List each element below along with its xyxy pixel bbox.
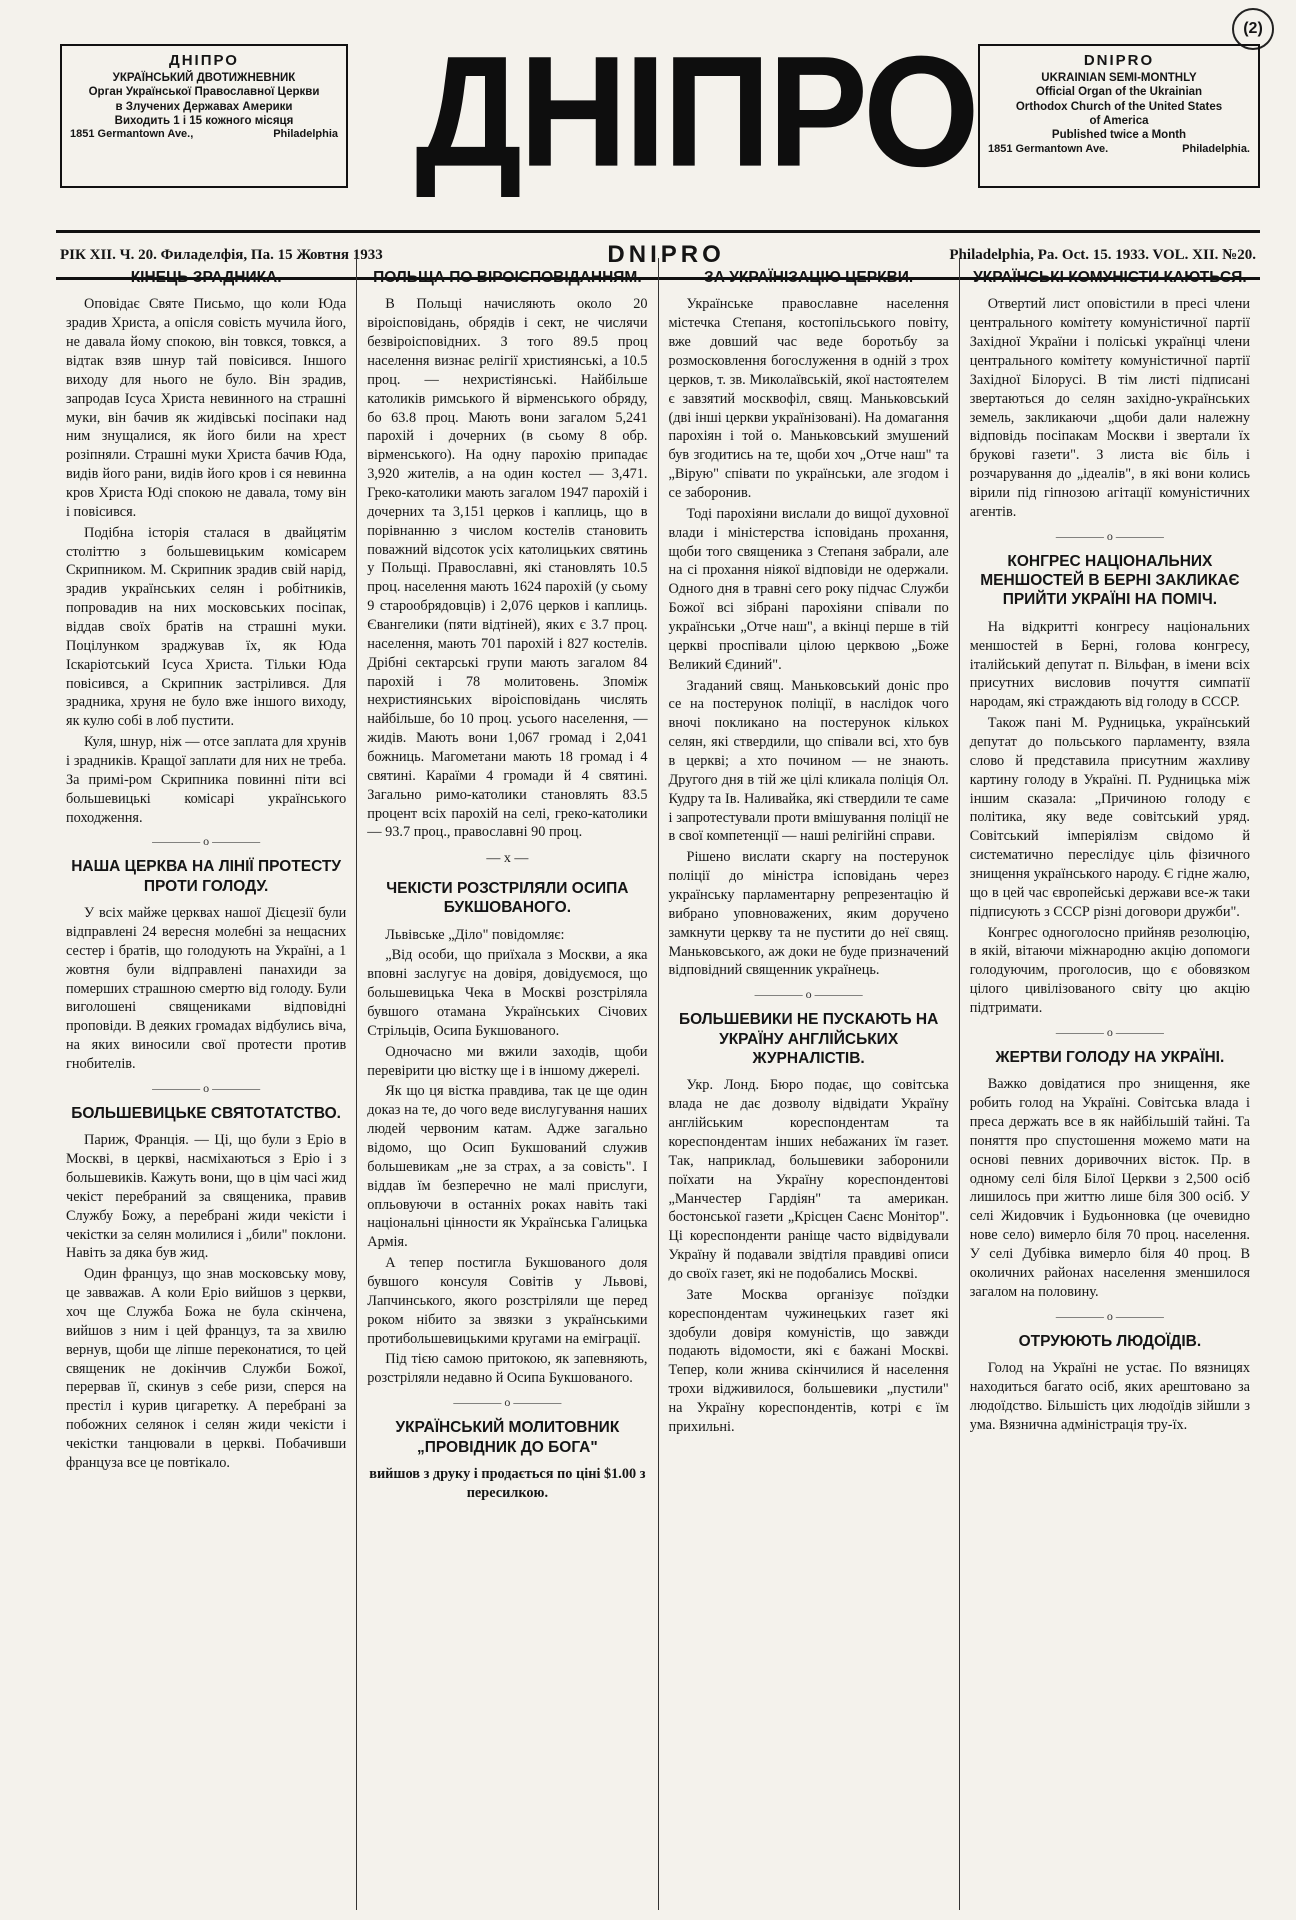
- right-box-line1: UKRAINIAN SEMI-MONTHLY: [1041, 71, 1197, 84]
- right-box-line2: Official Organ of the Ukrainian: [1035, 86, 1203, 99]
- article-paragraph: А тепер постигла Букшованого доля бувшого консуля Совітів у Львові, Лапчинського, якого розстріляли ще перед роком нібито за звязки з українськими протибольшевицькими кругами на еміграції.: [367, 1255, 648, 1347]
- article-paragraph: Голод на Україні не устає. По вязницях находиться багато осіб, яких арештовано за людоїдство. Більшість цих людоїдів зійшли з ума. Вязнична адміністрація тру-їх.: [969, 1359, 1250, 1433]
- article-headline: УКРАЇНСЬКІ КОМУНІСТИ КАЮТЬСЯ.: [973, 269, 1247, 286]
- column-1: [56, 258, 357, 1910]
- article-paragraph: Важко довідатися про знищення, яке робить голод на Україні. Совітська влада і преса держать все в як найбільшій тайні. Та поняття про спустошення можемо мати на основі певних доривочних вісток. Пр. в одному селі біля Білої Церкви з 2,500 осіб лишилось при життю лише біля 300 осіб. У селі Жидовчик і Будьонновка (це очевидно нове село) вимерло біля 70 проц. населення. У селі Дубівка вимерло біля 40 проц. В околичних районах населення зменшилося загалом на половину.: [969, 1076, 1250, 1300]
- article-chekists-shot: [367, 879, 647, 1388]
- article-paragraph: Одночасно ми вжили заходів, щоби перевірити цю вістку ще і в іншому джерелі.: [367, 1043, 648, 1079]
- article-sacrilege: [66, 1104, 346, 1473]
- article-paragraph: Зате Москва організує поїздки кореспондентам чужинецьких газет які здобули довіря комуністів, що завжди подають відомости, які є бажані Москві. Тепер, коли жнива скінчилися й населення трохи відживилося, большевики „пустили" на Україну кореспондентів, котрі є їм прихильні.: [668, 1286, 949, 1435]
- article-traitor-end: [66, 268, 346, 827]
- article-paragraph: Львівське „Діло" повідомляє:: [385, 926, 565, 943]
- article-poland-religions: [367, 268, 647, 842]
- separator: [970, 530, 1250, 542]
- article-paragraph: „Від особи, що приїхала з Москви, а яка вповні заслугує на довіря, довідуємося, що большевицька Чека в Москві розстріляла бувшого отамана Українських Січових Стрільців, Осипа Букшованого.: [367, 947, 648, 1039]
- left-box-line2: Орган Української Православної Церкви: [88, 86, 320, 99]
- article-headline: КІНЕЦЬ ЗРАДНИКА.: [130, 269, 282, 286]
- right-box-line5: Published twice a Month: [1051, 129, 1187, 142]
- right-box-address-street: 1851 Germantown Ave.: [988, 142, 1109, 155]
- column-3: [659, 258, 960, 1910]
- article-paragraph: Українське православне населення містечка Степаня, костопільського повіту, вже довший час веде боротьбу за розмосковлення богослуження в одній з трох церков, т. зв. Миколаївській, якої настоятелем є завзятий москвофіл, свящ. Маньковський (дві інші церкви українізовані). На домагання парохіян і той о. Маньковський змушений був згодитись на те, щоби хоч „Отче наш" та „Вірую" співати по українськи, але згодом і се заборонив.: [668, 296, 949, 501]
- masthead-left-box: [60, 44, 348, 188]
- left-box-line3: в Злучених Державах Америки: [115, 100, 293, 113]
- separator-x: — x —: [486, 851, 529, 867]
- article-paragraph: Париж, Франція. — Ці, що були з Еріо в Москві, в церкві, насміхаються з Еріо і з большевиків. Кажуть вони, що в цім часі жид чекіст перебраний за священика, правив Службу Божу, а перебрані жиди чекісти і чекістки за селян молилися і „били" поклони. Навіть за дяка був жид.: [66, 1132, 347, 1262]
- article-paragraph: В Польщі начисляють около 20 віроісповідань, обрядів і сект, не числячи безвіроісповідних. З того 89.5 проц населення визнає релігії християнські, а 10.5 проц. — нехристіянські. Найбільше католиків римського й вірменського обряду, бо 63.8 проц. Мають вони загалом 5,241 парохій і дочерних (в сьому 8 обр. вірменського). На одну парохію припадає 3,920 жителів, а на один костел — 3,471. Греко-католики мають загалом 1947 парохій і дочерних та 3,151 церков і каплиць, що в порівнанню з числом костелів становить поважний відсоток усіх католицьких святинь у Польщі. Православні, які становлять 10.5 проц. населення мають 1624 парохій (у сьому 9 старообрядовців) і 2,076 церков і каплиць. Євангелики (пяти відтіней), яких є 3.7 проц. населення, мають 701 парохій і 827 костелів. Дрібні сектарські групи мають загалом 84 парохій і 78 молитовень. Зпоміж нехристиянських віроісповідань числять найбільше, бо 10 проц. усього населення, — жидів. Мають вони 1,067 громад і 2,041 божниць. Магометани мають 18 громад і 4 святині. Караїми 4 громади й 4 святині. Загально римо-католики становлять 83.5 процент всіх парохій на селі, греко-католики — 93.7 проц., православні 90 проц.: [367, 296, 648, 841]
- article-headline: ПОЛЬЩА ПО ВІРОІСПОВІДАННЯМ.: [373, 269, 642, 286]
- separator: [367, 1396, 647, 1408]
- right-box-address-city: Philadelphia.: [1182, 142, 1250, 155]
- page-number-stamp: (2): [1232, 8, 1274, 50]
- article-headline: ЧЕКІСТИ РОЗСТРІЛЯЛИ ОСИПА БУКШОВАНОГО.: [386, 879, 629, 917]
- article-headline: НАША ЦЕРКВА НА ЛІНІЇ ПРОТЕСТУ ПРОТИ ГОЛОДУ.: [71, 858, 342, 895]
- article-paragraph: Як що ця вістка правдива, так це ще один доказ на те, до чого веде вислугування наших людей червоним катам. Адже загально відомо, що Осип Букшований служив большевикам „не за страх, а за совість". І віддав їм безперечно не малі прислуги, опльовуючи в останніх роках навіть такі національні цінности як Українська Галицька Армія.: [367, 1083, 648, 1251]
- right-box-line3: Orthodox Church of the United States: [1015, 100, 1223, 113]
- left-box-address-street: 1851 Germantown Ave.,: [70, 128, 194, 141]
- article-paragraph: Куля, шнур, ніж — отсе заплата для хрунів і зрадників. Кращої заплати для них не треба. За примі-ром Скрипника повинні піти всі большевицькі комісарі українського походження.: [66, 734, 347, 826]
- left-box-line1: УКРАЇНСЬКИЙ ДВОТИЖНЕВНИК: [112, 71, 296, 84]
- article-journalists-barred: [669, 1010, 949, 1436]
- article-church-protest: [66, 857, 346, 1073]
- left-box-address-city: Philadelphia: [273, 128, 338, 141]
- article-headline: ЗА УКРАЇНІЗАЦІЮ ЦЕРКВИ.: [704, 269, 914, 286]
- advert-prayer-book: [367, 1418, 647, 1502]
- left-box-address: [70, 128, 338, 142]
- article-church-ukrainization: [669, 268, 949, 980]
- left-box-name: ДНІПРО: [169, 52, 239, 69]
- dateline-english: Philadelphia, Pa. Oct. 15. 1933. VOL. XII. №20.: [949, 246, 1256, 263]
- right-box-line4: of America: [1089, 114, 1149, 127]
- article-paragraph: Тоді парохіяни вислали до вищої духовної влади і міністерства ісповідань прохання, щоби того священика з Степаня забрали, але на сі прохання ніякої відповіди не одержали. Одного дня в травні сего року підчас Служби Божої всі зібрані парохіяни співали по українськи „Отче наш", а вкінці перше в тій церкві проспівали цілою церквою „Боже Великий Єдиний".: [668, 505, 949, 673]
- article-famine-victims: [970, 1048, 1250, 1302]
- newspaper-title: ДНІПРО: [415, 22, 977, 200]
- article-headline: БОЛЬШЕВИКИ НЕ ПУСКАЮТЬ НА УКРАЇНУ АНГЛІЙСЬКИХ ЖУРНАЛІСТІВ.: [678, 1011, 939, 1068]
- article-paragraph: Подібна історія сталася в двайцятім століттю з большевицьким комісарем Скрипником. М. Скрипник зрадив свій нарід, зрадив українських селян і робітників, попровадив на них московських посіпак, віддав своїх братів на страшні муки. Поцілунком зраджував їх, як Юда Іскаріотський Ісуса Христа. Тільки Юда повісився, а Скрипник застрілився. Для зрадника, хруня не було вже іншого виходу, як кулю собі в лоб пустити.: [66, 524, 347, 730]
- article-paragraph: Отвертий лист оповістили в пресі члени центрального комітету комуністичної партії Західної України і поліські українці члени центрального комітету комуністичної партії Західної Білорусі. В тім листі підписані звертаються до селян західно-українських земель, закликаючи „щоби дали належну відповідь посіпакам Москви і звертали їх брукові газети". З листа віє біль і розчарування до „ідеалів", в які вони колись вірили під гіпнозою агітації комуністичних агентів.: [969, 296, 1250, 520]
- separator: [669, 988, 949, 1000]
- separator: [970, 1026, 1250, 1038]
- article-paragraph: Один француз, що знав московську мову, це завважав. А коли Еріо вийшов з церкви, хоч ще Служба Божа не була скінчена, вийшов з ним і цей француз, та за хвилю вернув, щоби ще ліпше переконатися, то цей священик не докінчив Служби Божої, перервав її, скинув з себе ризи, сперся на престіл і курив цигаретку. А перебрані за побожних селянок і селян жиди чекісти і чекістки танцювали в церкві. Побачивши француза все це повтікало.: [66, 1266, 347, 1471]
- article-paragraph: Укр. Лонд. Бюро подає, що совітська влада не дає дозволу відвідати Україну англійським кореспондентам та кореспондентам інших небажаних їм газет. Так, наприклад, большевики заборонили поїхати на Україну кореспондентові „Манчестер Гардіян" та американ. бостонської газети „Крісцен Саєнс Монітор". Ці кореспонденти раніще часто відвідували Україну й подавали звідтіля правдиві описи до своїх газет, які не подобались Москві.: [668, 1077, 949, 1283]
- right-box-address: [988, 143, 1250, 157]
- article-poisoning-cannibals: [970, 1332, 1250, 1435]
- article-headline: КОНГРЕС НАЦІОНАЛЬНИХ МЕНШОСТЕЙ В БЕРНІ ЗАКЛИКАЄ ПРИЙТИ УКРАЇНІ НА ПОМІЧ.: [980, 552, 1240, 609]
- dateline-ukrainian: РІК XII. Ч. 20. Филаделфія, Па. 15 Жовтня 1933: [60, 246, 383, 263]
- masthead: [56, 22, 1260, 268]
- article-communists-repent: [970, 268, 1250, 522]
- article-paragraph: Конгрес одноголосно прийняв резолюцію, в якій, вітаючи міжнародню акцію допомоги голодуючим, проголосив, що є обовязком цілого цивілізованого світу цю акцію підтримати.: [969, 924, 1250, 1016]
- column-2: [357, 258, 658, 1910]
- article-headline: ОТРУЮЮТЬ ЛЮДОЇДІВ.: [1018, 1332, 1202, 1350]
- article-headline: БОЛЬШЕВИЦЬКЕ СВЯТОТАТСТВО.: [71, 1104, 341, 1122]
- article-headline: ЖЕРТВИ ГОЛОДУ НА УКРАЇНІ.: [995, 1048, 1225, 1066]
- dateline-title: DNIPRO: [607, 241, 725, 268]
- article-paragraph: Оповідає Святе Письмо, що коли Юда зрадив Христа, а опісля совість мучила його, не давала йому спокою, він товкся, товкся, а відтак взяв шнур тай повісився. Іншого виходу для нього не було. Він зрадив, запродав Ісуса Христа невинного на страшні муки, він бачив як жидівські посіпаки над ним знущалися, як його били на хрест розіпняли. Страшні муки Христа бачив Юда, видів його рани, видів його кров і ся невинна кров Христа Юді спокою не давала, тому він і повісився.: [66, 296, 347, 520]
- separator: [66, 835, 346, 847]
- left-box-line4: Виходить 1 і 15 кожного місяця: [114, 114, 294, 127]
- advert-headline: УКРАЇНСЬКИЙ МОЛИТОВНИК „ПРОВІДНИК ДО БОГА": [395, 1419, 620, 1456]
- article-paragraph: Також пані М. Рудницька, український депутат до польського парламенту, взяла слово й представила присутним жахливу картину голоду в Україні. П. Рудницька між іншим сказала: „Причиною голоду є політика, яку веде совітський уряд. Совітський імперіялізм свідомо й систематично переслідує ціль фізичного знищення українського народу. Є гідне жалю, що в цей час європейські держави все-ж таки підписують з СССР різні договори дружби".: [969, 715, 1250, 920]
- article-columns: [56, 258, 1260, 1910]
- right-box-name: DNIPRO: [1083, 52, 1155, 69]
- separator: [66, 1082, 346, 1094]
- masthead-right-box: [978, 44, 1260, 188]
- article-paragraph: У всіх майже церквах нашої Дієцезії були відправлені 24 вересня молебні за нещасних сестер і братів, що голодують на Україні, а 1 жовтня були відправлені панахиди за померших страшною смертю від голоду. Були виголошені священиками відповідні проповіди. В деяких громадах відбулись віча, на яких виносили свої протести против гнобителів.: [66, 905, 347, 1073]
- article-paragraph: Згаданий свящ. Маньковський доніс про се на постерунок поліції, в наслідок чого вночі покликано на постерунок кількох селян, які ствердили, що співали всі, хто був в церкві; а хто почином — не знають. Другого дня в тій же цілі кликала поліція Ол. Кудру та Ів. Наливайка, які ствердили те саме і запротестували проти вмішування поліції не в свої компетенції — наші релігійні справи.: [668, 677, 949, 845]
- article-bern-congress: [970, 552, 1250, 1018]
- advert-text: вийшов з друку і продається по ціні $1.00 з пересилкою.: [369, 1465, 646, 1501]
- article-paragraph: Під тією самою притокою, як запевняють, розстріляли недавно й Осипа Букшованого.: [367, 1351, 648, 1387]
- separator: [970, 1310, 1250, 1322]
- article-paragraph: На відкритті конгресу національних меншостей в Берні, голова конгресу, італійський депутат п. Вільфан, в імени всіх присутних висловив почуття симпатії народам, які страждають від голоду в СССР.: [969, 618, 1250, 711]
- column-4: [960, 258, 1260, 1910]
- article-paragraph: Рішено вислати скаргу на постерунок поліції до міністра ісповідань через українську парламентарну репрезентацію й вибрано уповноважених, яким доручено замкнути церкву та не пустити до неї свящ. Маньковського, аж доки не буде призначений відповідний священник українець.: [668, 849, 949, 979]
